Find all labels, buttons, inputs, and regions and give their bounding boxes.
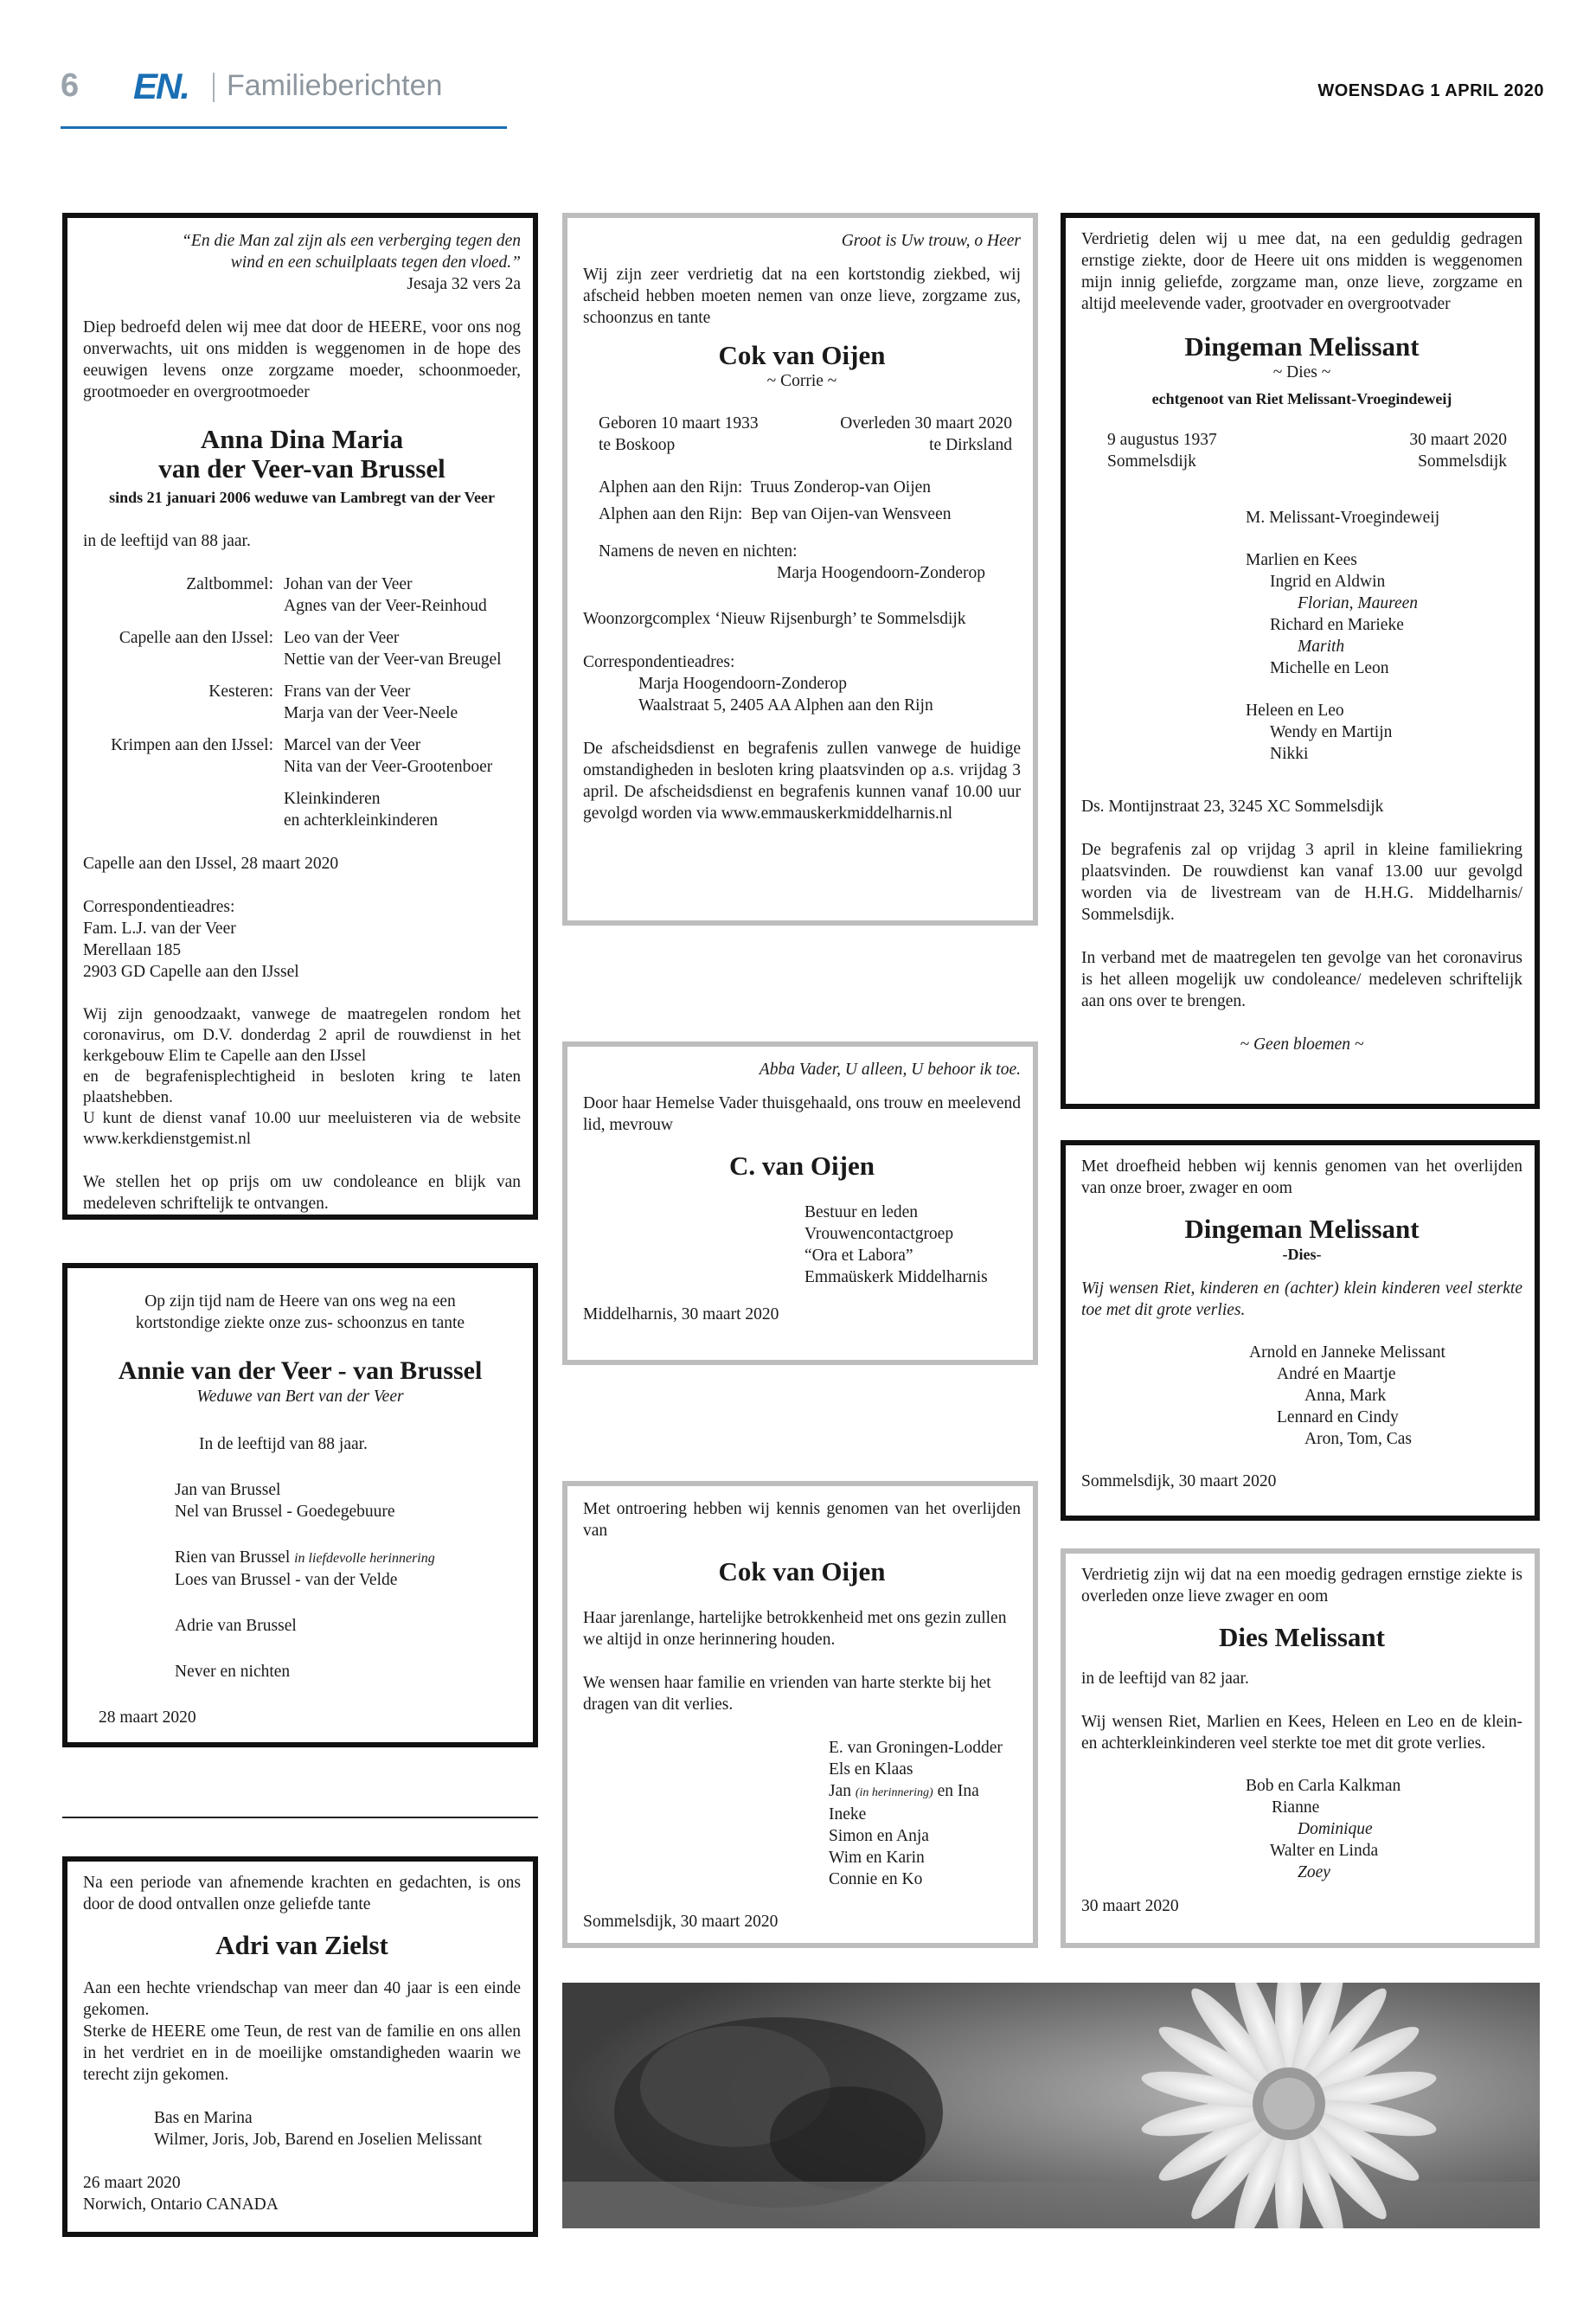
family-name: Loes van Brussel - van der Velde [175,1571,398,1589]
obituary-cok-van-oijen [562,213,1038,926]
address-line: Correspondentieadres: [583,653,735,671]
family-name: Lennard en Cindy [1277,1408,1399,1426]
intro-text: Verdrietig zijn wij dat na een moedig gedragen ernstige ziekte is overleden onze lieve zwager en oom [1081,1566,1522,1606]
family-name: Connie en Ko [829,1870,923,1888]
family-row [83,574,521,617]
family-name: Nettie van der Veer-van Breugel [284,651,502,669]
service-notice-3: U kunt de dienst vanaf 10.00 uur meeluisteren via de website www.kerkdienstgemist.nl [83,1109,521,1148]
obituary-adri-van-zielst [62,1856,538,2237]
date: 30 maart 2020 [1081,1897,1179,1915]
birth-date: Geboren 10 maart 1933 [599,414,759,433]
family-name: Anna, Mark [1304,1387,1387,1405]
closing-text: We stellen het op prijs om uw condoleance en blijk van medeleven schriftelijk te ontvangen. [83,1173,521,1213]
family-name: Arnold en Janneke Melissant [1249,1343,1445,1362]
deceased-name: Annie van der Veer - van Brussel [118,1356,483,1385]
family-name: Johan van der Veer [284,575,413,593]
intro-text: Na een periode van afnemende krachten en gedachten, is ons door de dood ontvallen onze geliefde tante [83,1874,521,1913]
family-name: Agnes van der Veer-Reinhoud [284,597,487,615]
family-place: Zaltbommel: [186,575,273,593]
family-name: Richard en Marieke [1270,616,1404,634]
intro-text: Door haar Hemelse Vader thuisgehaald, ons trouw en meelevend lid, mevrouw [583,1094,1021,1134]
funeral-notice: De begrafenis zal op vrijdag 3 april in kleine familiekring plaatsvinden. De rouwdienst kan vanaf 13.00 uur gevolgd worden via de livestream van de H.H.G. Middelharnis/ Sommelsdijk. [1081,841,1522,924]
place-date: Sommelsdijk, 30 maart 2020 [1081,1472,1277,1490]
family-name: Nel van Brussel - Goedegebuure [175,1503,395,1521]
no-flowers: ~ Geen bloemen ~ [1240,1035,1364,1054]
obituary-anna-van-der-veer [62,213,538,1220]
family-name: Wendy en Martijn [1270,723,1393,741]
family-name: Rianne [1272,1798,1320,1817]
body-text-2: We wensen haar familie en vrienden van harte sterkte bij het dragen van dit verlies. [583,1674,991,1714]
service-notice-2: en de begrafenisplechtigheid in besloten kring te laten plaatshebben. [83,1067,521,1106]
family-name: Leo van der Veer [284,629,400,647]
deceased-name: Dingeman Melissant [1184,1214,1420,1244]
family-place: Alphen aan den Rijn: [599,505,743,523]
care-home: Woonzorgcomplex ‘Nieuw Rijsenburgh’ te Sommelsdijk [583,610,966,628]
family-row [83,788,521,831]
family-list [1081,1342,1522,1450]
birth-date: 9 augustus 1937 [1107,431,1217,449]
family-name: Frans van der Veer [284,683,411,701]
family-name: en achterkleinkinderen [284,811,439,830]
nickname: ~ Dies ~ [1272,363,1331,381]
address-line: Waalstraat 5, 2405 AA Alphen aan den Rijn [638,696,933,715]
address-line: 2903 GD Capelle aan den IJssel [83,963,299,981]
deceased-name: Adri van Zielst [215,1930,388,1960]
address-line: Marja Hoogendoorn-Zonderop [638,675,847,693]
place-date: Sommelsdijk, 30 maart 2020 [583,1913,779,1931]
organisation-line: Emmaüskerk Middelharnis [804,1268,988,1286]
family-name: Ingrid en Aldwin [1270,573,1386,591]
service-notice: De afscheidsdienst en begrafenis zullen vanwege de huidige omstandigheden in besloten kring plaatsvinden op a.s. vrijdag 3 april. De afscheidsdienst en begrafenis kunnen vanaf 10.00 uur gevolgd worden via www.emmauskerkmiddelharnis.nl [583,740,1021,823]
family-name: Dominique [1298,1820,1373,1838]
intro-text: Wij zijn zeer verdrietig dat na een kortstondig ziekbed, wij afscheid hebben moeten nemen van onze lieve, zorgzame zus, schoonzus en tante [583,266,1021,327]
deceased-name: Anna Dina Maria [200,424,404,454]
body-text: Aan een hechte vriendschap van meer dan 40 jaar is een einde gekomen. [83,1979,521,2019]
deceased-name: Cok van Oijen [718,340,886,370]
deceased-name: C. van Oijen [729,1150,875,1181]
body-text: Haar jarenlange, hartelijke betrokkenheid met ons gezin zullen we altijd in onze herinnering houden. [583,1609,1007,1649]
family-name: Marcel van der Veer [284,736,421,754]
memorial-note: (in herinnering) [855,1786,933,1799]
life-dates [1081,429,1522,472]
obituary-annie-van-der-veer [62,1263,538,1747]
nephews-name: Marja Hoogendoorn-Zonderop [777,564,985,582]
obituary-dingeman-melissant [1061,213,1540,1109]
organisation-line: Bestuur en leden [804,1203,919,1221]
intro-text: Diep bedroefd delen wij mee dat door de HEERE, voor ons nog onverwachts, uit ons midden is weggenomen in de hope des eeuwigen levens onze zorgzame moeder, schoonmoeder, grootmoeder en overgrootmoeder [83,318,521,401]
death-date: 30 maart 2020 [1409,431,1507,449]
deceased-name: Dies Melissant [1218,1622,1385,1652]
family-name-with-note [829,1780,1021,1804]
family-name: E. van Groningen-Lodder [829,1739,1003,1757]
family-name: Adrie van Brussel [175,1617,297,1635]
family-list [83,574,521,831]
nickname: -Dies- [1282,1246,1322,1263]
intro-text: Op zijn tijd nam de Heere van ons weg na een kortstondige ziekte onze zus- schoonzus en tante [135,1292,465,1332]
family-name: Jan [829,1782,851,1800]
header-rule [61,126,507,129]
bible-verse: “En die Man zal zijn als een verberging tegen den wind en een schuilplaats tegen den vloed.” [182,232,521,272]
age-text: In de leeftijd van 88 jaar. [199,1435,368,1453]
life-dates [583,413,1021,456]
spouse-line: echtgenoot van Riet Melissant-Vroegindeweij [1151,390,1452,407]
family-list [583,1737,1021,1890]
family-place [83,788,284,831]
family-name: Jan van Brussel [175,1481,281,1499]
obituary-dies-melissant [1061,1548,1540,1948]
deceased-name: Cok van Oijen [718,1556,886,1586]
section-title: Familieberichten [227,69,443,102]
family-name: Bep van Oijen-van Wensveen [751,505,952,523]
header-divider [213,73,215,102]
place-date: Capelle aan den IJssel, 28 maart 2020 [83,855,339,873]
wish-text: Wij wensen Riet, kinderen en (achter) klein kinderen veel sterkte toe met dit grote verlies. [1081,1279,1522,1319]
service-notice: Wij zijn genoodzaakt, vanwege de maatregelen rondom het coronavirus, om D.V. donderdag 2 april de rouwdienst in het kerkgebouw Elim te Capelle aan den IJssel [83,1005,521,1065]
family-row [83,681,521,724]
family-list [1081,1775,1522,1883]
obituary-cok-van-oijen-2 [562,1481,1038,1948]
family-name: Michelle en Leon [1270,659,1389,677]
family-place: Alphen aan den Rijn: [599,478,743,497]
organisation [583,1202,1021,1288]
death-place: te Dirksland [929,436,1012,454]
family-name: Truus Zonderop-van Oijen [750,478,932,497]
address: Ds. Montijnstraat 23, 3245 XC Sommelsdijk [1081,798,1384,816]
family-name: Heleen en Leo [1246,702,1344,720]
family-name: Nikki [1270,745,1309,763]
family-name: Kleinkinderen [284,790,381,808]
family-name: André en Maartje [1277,1365,1396,1383]
organisation-line: Vrouwencontactgroep [804,1225,954,1243]
family-list [1081,549,1522,765]
family-name: Zoey [1298,1863,1330,1881]
family-name-with-note [175,1547,509,1569]
intro-text: Met droefheid hebben wij kennis genomen van het overlijden van onze broer, zwager en oom [1081,1157,1522,1197]
family-name: Els en Klaas [829,1760,913,1779]
daisy-photo [562,1983,1540,2228]
subtitle: sinds 21 januari 2006 weduwe van Lambregt van der Veer [109,489,495,506]
family-name: Marja van der Veer-Neele [284,704,458,722]
death-date: Overleden 30 maart 2020 [840,414,1012,433]
family-name: Nita van der Veer-Grootenboer [284,758,493,776]
obituary-dingeman-melissant-2 [1061,1140,1540,1521]
family-name: Aron, Tom, Cas [1304,1430,1412,1448]
place-date: Middelharnis, 30 maart 2020 [583,1305,779,1324]
family-name: Walter en Linda [1270,1842,1379,1860]
body-text-2: Sterke de HEERE ome Teun, de rest van de familie en ons allen in het verdriet en in de moeilijke omstandigheden waarin we terecht zijn gekomen. [83,2022,521,2084]
family-row [583,503,1021,525]
bible-verse: Groot is Uw trouw, o Heer [841,232,1021,250]
family-name: Bas en Marina [154,2109,253,2127]
family-name: Ineke [829,1805,867,1823]
obituary-c-van-oijen [562,1042,1038,1365]
daisy-illustration [562,1983,1540,2228]
family-name: Simon en Anja [829,1827,929,1845]
family-name: Marlien en Kees [1246,551,1357,569]
organisation-line: “Ora et Labora” [804,1247,913,1265]
family-name: Wim en Karin [829,1849,925,1867]
family-name: en Ina [937,1782,979,1800]
age-text: in de leeftijd van 82 jaar. [1081,1670,1249,1688]
column-divider [62,1817,538,1818]
family-row [83,734,521,778]
memorial-note: in liefdevolle herinnering [294,1551,435,1566]
intro-text: Met ontroering hebben wij kennis genomen van het overlijden van [583,1500,1021,1540]
nickname: ~ Corrie ~ [766,372,837,390]
date: 28 maart 2020 [99,1708,196,1727]
corona-notice: In verband met de maatregelen ten gevolge van het coronavirus is het alleen mogelijk uw condoleance/ medeleven schriftelijk aan ons over te brengen. [1081,949,1522,1010]
place: Norwich, Ontario CANADA [83,2195,279,2214]
nephews-label: Namens de neven en nichten: [599,542,798,561]
death-place: Sommelsdijk [1418,452,1507,471]
family-name: Bob en Carla Kalkman [1246,1777,1401,1795]
issue-date: WOENSDAG 1 APRIL 2020 [1317,81,1544,100]
family-name: Marith [1298,638,1345,656]
date: 26 maart 2020 [83,2174,181,2192]
correspondence-address [83,896,521,983]
correspondence-address [583,651,1021,716]
bible-verse: Abba Vader, U alleen, U behoor ik toe. [759,1061,1021,1079]
birth-place: Sommelsdijk [1107,452,1196,471]
subtitle: Weduwe van Bert van der Veer [196,1388,404,1406]
family-name: Florian, Maureen [1298,594,1419,612]
verse-reference: Jesaja 32 vers 2a [407,275,521,293]
family-place: Capelle aan den IJssel: [119,629,273,647]
address-line: Fam. L.J. van der Veer [83,920,236,938]
wish-text: Wij wensen Riet, Marlien en Kees, Heleen en Leo en de klein- en achterkleinkinderen veel sterkte toe met dit grote verlies. [1081,1713,1522,1753]
family-name: Rien van Brussel [175,1548,291,1567]
page-number: 6 [61,67,80,104]
address-line: Merellaan 185 [83,941,182,959]
family-place: Kesteren: [208,683,273,701]
birth-place: te Boskoop [599,436,676,454]
family-name: Wilmer, Joris, Job, Barend en Joselien Melissant [154,2131,483,2149]
family-row [583,477,1021,498]
family-name: Never en nichten [175,1663,291,1681]
deceased-name: Dingeman Melissant [1184,331,1420,362]
family-row [83,627,521,670]
address-line: Correspondentieadres: [83,898,235,916]
family-place: Krimpen aan den IJssel: [111,736,273,754]
newspaper-logo: EN. [133,66,189,106]
age-text: in de leeftijd van 88 jaar. [83,532,251,550]
wife-name: M. Melissant-Vroegindeweij [1246,509,1440,527]
intro-text: Verdrietig delen wij u mee dat, na een geduldig gedragen ernstige ziekte, door de Heere uit ons midden is weggenomen mijn innig geliefde, zorgzame man, onze lieve, zorgzame en altijd meelevende vader, grootvader en overgrootvader [1081,230,1522,313]
deceased-surname: van der Veer-van Brussel [158,453,445,484]
